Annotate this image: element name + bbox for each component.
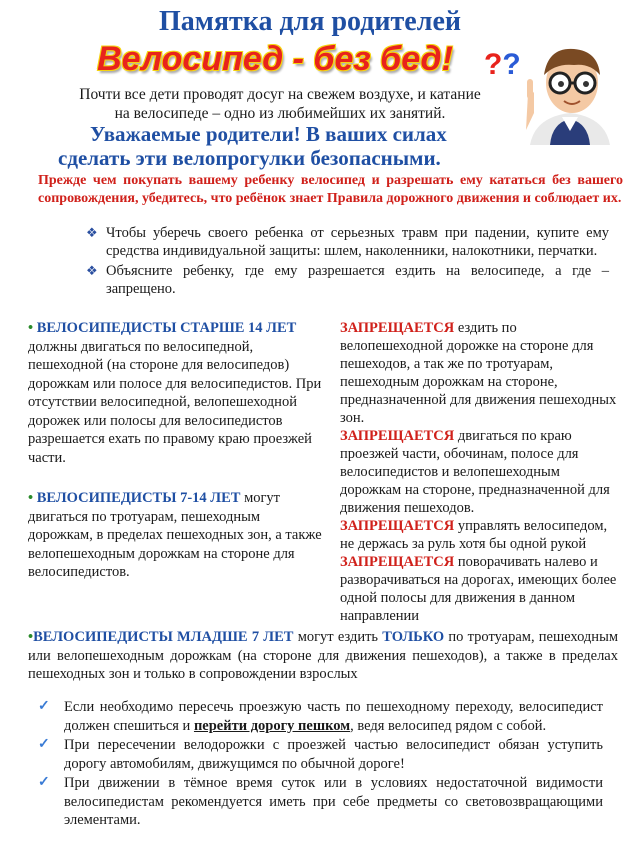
tips-list (84, 224, 609, 300)
younger-7-lead: могут ездить (297, 629, 379, 645)
page-title: Памятка для родителей (159, 6, 461, 37)
note-text: При движении в тёмное время суток или в условиях недостаточной видимости велосипедистам рекомендуется иметь при себе предметы со световозвращающими элементами. (64, 775, 603, 828)
note-text: Если необходимо пересечь проезжую часть по пешеходному переходу, велосипедист должен спешиться и (64, 699, 603, 734)
younger-7-block (28, 628, 618, 684)
prohibited-word: ЗАПРЕЩАЕТСЯ (340, 320, 455, 336)
checkmark-icon: ✓ (38, 699, 50, 714)
tip-text: Объясните ребенку, где ему разрешается ездить на велосипеде, а где – запрещено. (106, 263, 609, 297)
question-mark-red: ? (484, 48, 503, 81)
warning-text: Прежде чем покупать вашему ребенку велосипед и разрешать ему кататься без вашего сопровождения, убедитесь, что ребёнок знает Правила дорожного движения и соблюдает их. (38, 173, 623, 206)
older-14-block (28, 319, 328, 467)
prohibited-word: ЗАПРЕЩАЕТСЯ (340, 428, 455, 444)
prohibited-text: двигаться по краю проезжей части, обочинам, полосе для велосипедистов и велопешеходным дорожкам на стороне, предназначенной для движения пешеходов. (340, 428, 610, 516)
question-mark-blue: ? (502, 48, 521, 81)
prohibited-text: управлять велосипедом, не держась за руль хотя бы одной рукой (340, 518, 608, 552)
bullet-dot-icon: • (28, 320, 34, 336)
age-7-14-heading: ВЕЛОСИПЕДИСТЫ 7-14 ЛЕТ (36, 490, 241, 506)
tip-text: Чтобы уберечь своего ребенка от серьезных травм при падении, купите ему средства индивидуальной защиты: шлем, наколенники, налокотники, перчатки. (106, 225, 609, 259)
bullet-dot-icon: • (28, 490, 34, 506)
prohibited-item (340, 319, 620, 427)
bullet-dot-icon: • (28, 629, 34, 645)
note-emphasis: перейти дорогу пешком (193, 717, 351, 734)
diamond-bullet-icon: ❖ (86, 263, 98, 278)
checkmark-icon: ✓ (38, 775, 50, 790)
appeal-heading (58, 122, 510, 170)
page-subtitle: Велосипед - без бед! (97, 40, 453, 78)
age-7-14-block (28, 489, 328, 582)
list-item (38, 698, 603, 735)
appeal-line-2: сделать эти велопрогулки безопасными. (58, 146, 441, 170)
prohibited-text: ездить по велопешеходной дорожке на стороне для пешеходов, а так же по тротуарам, пешеходным дорожкам на стороне, предназначенной для движения пешеходных зон. (340, 320, 617, 426)
diamond-bullet-icon: ❖ (86, 225, 98, 240)
older-14-heading: ВЕЛОСИПЕДИСТЫ СТАРШЕ 14 ЛЕТ (36, 320, 297, 336)
prohibited-word: ЗАПРЕЩАЕТСЯ (340, 554, 455, 570)
prohibited-item (340, 517, 620, 553)
list-item (38, 736, 603, 773)
younger-7-heading: ВЕЛОСИПЕДИСТЫ МЛАДШЕ 7 ЛЕТ (33, 629, 294, 645)
prohibited-word: ЗАПРЕЩАЕТСЯ (340, 518, 455, 534)
younger-7-text: по тротуарам, пешеходным или велопешеходным дорожкам (на стороне для движения пешеходов), а также в пределах пешеходных зон и только в сопровождении взрослых (28, 629, 618, 682)
younger-7-only: ТОЛЬКО (382, 629, 445, 645)
list-item (84, 224, 609, 260)
boy-with-glasses-illustration (510, 35, 630, 145)
note-text-end: , ведя велосипед рядом с собой. (350, 717, 547, 734)
list-item (84, 262, 609, 298)
list-item (38, 774, 603, 830)
age-7-14-lead: могут (244, 490, 281, 506)
note-text: При пересечении велодорожки с проезжей частью велосипедист обязан уступить дорогу автомобилям, движущимся по обычной дороге! (64, 737, 603, 772)
prohibited-item (340, 427, 620, 517)
age-7-14-text: двигаться по тротуарам, пешеходным дорожкам, в пределах пешеходных зон, а также велопешеходным дорожкам на стороне для велосипедистов. (28, 508, 322, 580)
notes-list (38, 698, 603, 831)
appeal-line-1: Уважаемые родители! В ваших силах (90, 122, 447, 146)
older-14-text: должны двигаться по велосипедной, пешеходной (на стороне для велосипедов) дорожкам или полосе для велосипедистов. При отсутствии велосипедной, велопешеходной дорожек или полосы для велосипедистов разрешается ехать по правому краю проезжей части. (28, 338, 322, 466)
prohibited-text: поворачивать налево и разворачиваться на дорогах, имеющих более одной полосы для движения в данном направлении (340, 554, 617, 624)
prohibited-item (340, 553, 620, 625)
checkmark-icon: ✓ (38, 737, 50, 752)
prohibited-block (340, 319, 620, 625)
intro-text: Почти все дети проводят досуг на свежем воздухе, и катание на велосипеде – одно из любимейших их занятий. (79, 86, 481, 122)
